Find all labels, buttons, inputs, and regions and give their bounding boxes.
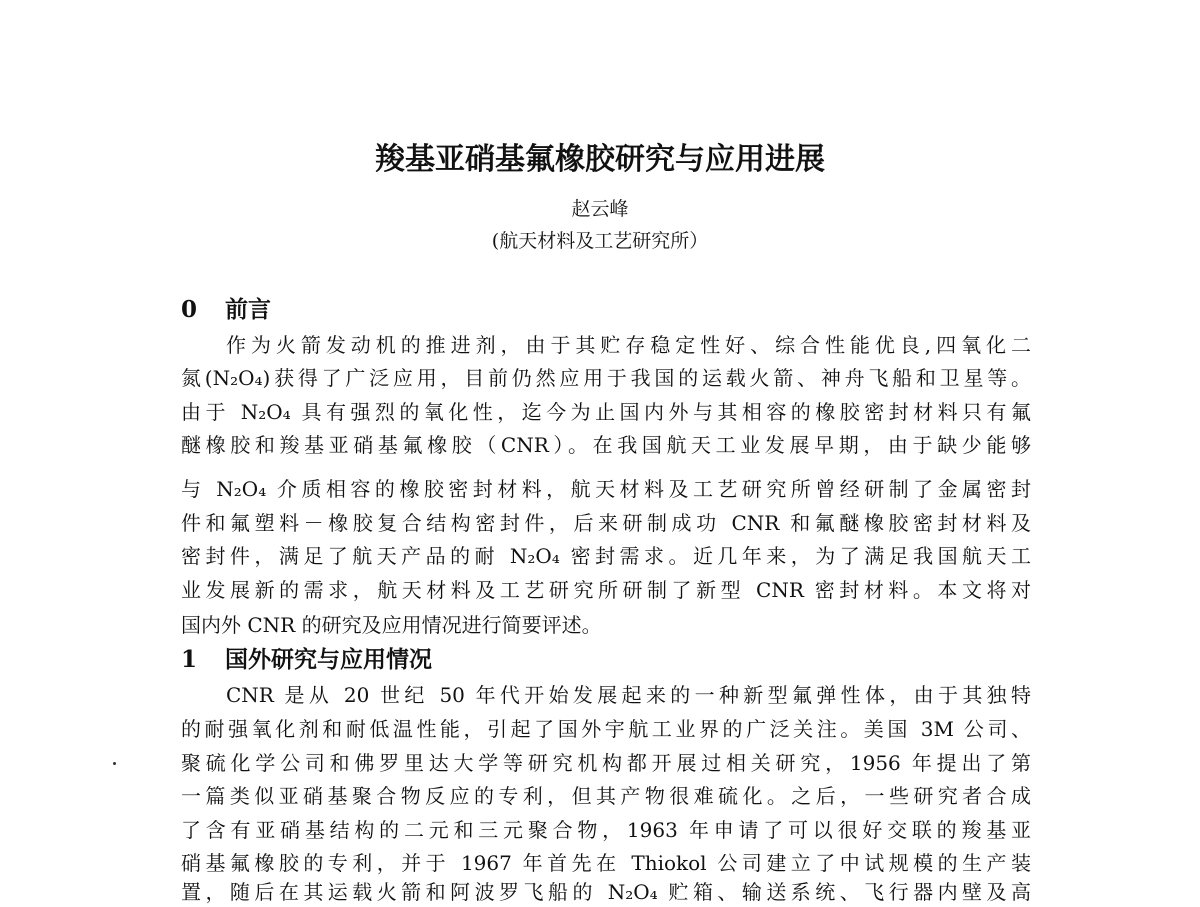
body-text-line: 置，随后在其运载火箭和阿波罗飞船的 N₂O₄ 贮箱、输送系统、飞行器内壁及高: [181, 880, 1031, 904]
paper-title: 羧基亚硝基氟橡胶研究与应用进展: [375, 142, 825, 177]
body-text-line: 业发展新的需求，航天材料及工艺研究所研制了新型 CNR 密封材料。本文将对: [181, 578, 1031, 602]
body-text-line: 与 N₂O₄ 介质相容的橡胶密封材料，航天材料及工艺研究所曾经研制了金属密封: [181, 477, 1031, 501]
body-text-line: 硝基氟橡胶的专利，并于 1967 年首先在 Thiokol 公司建立了中试规模的生产装: [181, 851, 1031, 875]
body-text-line: 由于 N₂O₄ 具有强烈的氧化性，迄今为止国内外与其相容的橡胶密封材料只有氟: [181, 400, 1031, 424]
author-affiliation: (航天材料及工艺研究所）: [491, 230, 709, 252]
scan-speck: [113, 762, 116, 765]
body-text-line: 了含有亚硝基结构的二元和三元聚合物，1963 年申请了可以很好交联的羧基亚: [181, 818, 1031, 842]
section-heading-0: [181, 294, 271, 326]
section-number: 1: [181, 646, 198, 673]
section-title: 前言: [225, 296, 271, 323]
body-text-line: 密封件，满足了航天产品的耐 N₂O₄ 密封需求。近几年来，为了满足我国航天工: [181, 544, 1031, 568]
body-text-line: 的耐强氧化剂和耐低温性能，引起了国外宇航工业界的广泛关注。美国 3M 公司、: [181, 717, 1031, 741]
body-text-line: 国内外 CNR 的研究及应用情况进行简要评述。: [181, 613, 602, 637]
body-text-line: 作为火箭发动机的推进剂，由于其贮存稳定性好、综合性能优良,四氧化二: [226, 333, 1031, 357]
body-text-line: 醚橡胶和羧基亚硝基氟橡胶（CNR）。在我国航天工业发展早期，由于缺少能够: [181, 433, 1031, 457]
body-text-line: 件和氟塑料－橡胶复合结构密封件，后来研制成功 CNR 和氟醚橡胶密封材料及: [181, 511, 1031, 535]
section-title: 国外研究与应用情况: [225, 646, 432, 673]
author-name: 赵云峰: [571, 198, 629, 220]
section-number: 0: [181, 296, 198, 323]
section-heading-1: [181, 644, 432, 676]
body-text-line: 氮(N₂O₄)获得了广泛应用，目前仍然应用于我国的运载火箭、神舟飞船和卫星等。: [181, 366, 1031, 390]
body-text-line: CNR 是从 20 世纪 50 年代开始发展起来的一种新型氟弹性体，由于其独特: [226, 683, 1031, 707]
body-text-line: 一篇类似亚硝基聚合物反应的专利，但其产物很难硫化。之后，一些研究者合成: [181, 784, 1031, 808]
body-text-line: 聚硫化学公司和佛罗里达大学等研究机构都开展过相关研究，1956 年提出了第: [181, 751, 1031, 775]
